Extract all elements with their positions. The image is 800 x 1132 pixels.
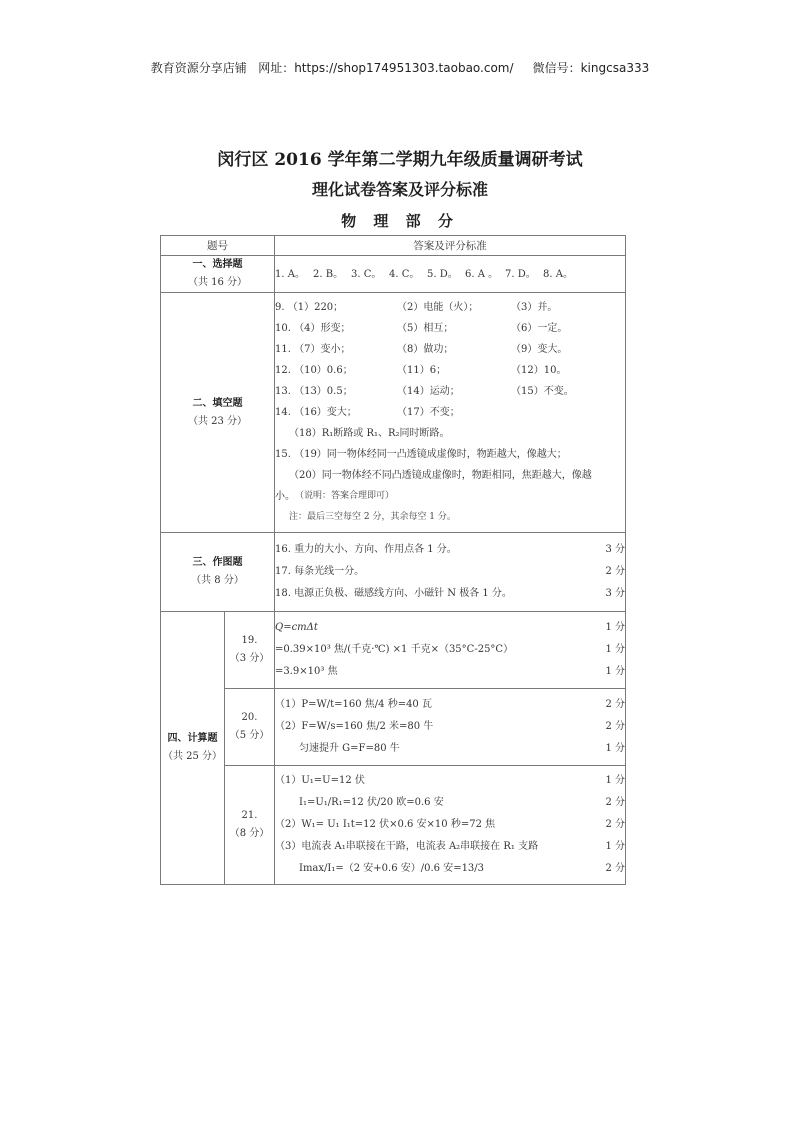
fill-answer: 11. （7）变小； xyxy=(275,344,351,355)
section-name: 三、作图题 xyxy=(192,557,243,568)
fill-line xyxy=(275,507,625,528)
choice-answer: 5. D。 xyxy=(427,268,458,280)
calc-step xyxy=(275,617,625,639)
calc-steps xyxy=(275,689,626,766)
choice-answer: 1. A。 xyxy=(275,268,305,280)
exam-title: 闵行区 2016 学年第二学期九年级质量调研考试 xyxy=(217,150,583,170)
fill-answer: （3）并。 xyxy=(511,302,558,313)
points-label: 1 分 xyxy=(605,666,625,677)
calc-step xyxy=(275,738,625,760)
fill-answer: （11）6； xyxy=(397,365,447,376)
fill-answer: （18）R₁断路或 R₁、R₂同时断路。 xyxy=(289,428,450,439)
calc-formula: （2）W₁= U₁ I₁t=12 伏×0.6 安×10 秒=72 焦 xyxy=(275,819,496,830)
calc-formula: Q=cmΔt xyxy=(275,622,318,633)
calc-formula: （1）U₁=U=12 伏 xyxy=(275,775,365,786)
calc-formula: 匀速提升 G=F=80 牛 xyxy=(299,743,400,754)
question-label xyxy=(225,612,275,689)
calc-formula: （3）电流表 A₁串联接在干路，电流表 A₂串联接在 R₁ 支路 xyxy=(275,841,539,852)
fill-line xyxy=(275,423,625,444)
question-number: 20. xyxy=(241,712,258,723)
points-label: 2 分 xyxy=(605,819,625,830)
question-score: （5 分） xyxy=(229,730,270,741)
question-number: 21. xyxy=(241,810,258,821)
fill-answer: 小。 xyxy=(275,491,295,502)
section-row-calc-q19 xyxy=(161,612,626,689)
fill-line xyxy=(275,486,625,507)
fill-line xyxy=(275,318,625,339)
fill-line xyxy=(275,465,625,486)
section-total: （共 8 分） xyxy=(191,575,244,586)
fill-answer: （8）做功； xyxy=(397,344,454,355)
calc-step xyxy=(275,792,625,814)
points-label: 2 分 xyxy=(605,566,625,577)
calc-step xyxy=(275,716,625,738)
points-label: 2 分 xyxy=(605,797,625,808)
section-name: 四、计算题 xyxy=(167,733,218,744)
drawing-criterion: 17. 每条光线一分。 xyxy=(275,566,365,577)
fill-answer: 12. （10）0.6； xyxy=(275,365,353,376)
section-label xyxy=(161,612,225,885)
section-name: 二、填空题 xyxy=(192,397,243,409)
fill-line xyxy=(275,444,625,465)
points-label: 1 分 xyxy=(605,644,625,655)
fill-answer: （9）变大。 xyxy=(511,344,568,355)
drawing-line xyxy=(275,583,625,605)
calc-formula: Imax/I₁=（2 安+0.6 安）/0.6 安=13/3 xyxy=(299,863,485,874)
points-label: 2 分 xyxy=(605,721,625,732)
scoring-note: 注：最后三空每空 2 分，其余每空 1 分。 xyxy=(289,512,456,522)
question-number: 19. xyxy=(241,635,258,646)
points-label: 2 分 xyxy=(605,863,625,874)
answer-table xyxy=(160,235,626,885)
calc-formula: （1）P=W/t=160 焦/4 秒=40 瓦 xyxy=(275,699,432,710)
section-title: 物 理 部 分 xyxy=(341,212,459,230)
points-label: 1 分 xyxy=(605,775,625,786)
calc-step xyxy=(275,639,625,661)
points-label: 3 分 xyxy=(605,588,625,599)
fill-answer: （14）运动； xyxy=(397,386,460,397)
fill-answer: （6）一定。 xyxy=(511,323,568,334)
calc-formula: =3.9×10³ 焦 xyxy=(275,666,338,677)
fill-answer: （2）电能（火）； xyxy=(397,302,479,313)
choice-answer: 7. D。 xyxy=(505,268,536,280)
drawing-criterion: 18. 电源正负极、磁感线方向、小磁针 N 极各 1 分。 xyxy=(275,588,512,599)
points-label: 1 分 xyxy=(605,622,625,633)
drawing-answers xyxy=(275,533,626,612)
section-label xyxy=(161,256,275,293)
choice-answer: 8. A。 xyxy=(543,268,573,280)
question-label xyxy=(225,766,275,885)
calc-formula: =0.39×10³ 焦/(千克·℃) ×1 千克×（35°C-25°C） xyxy=(275,644,514,655)
section-total: （共 23 分） xyxy=(187,415,248,427)
page-header: 教育资源分享店铺 网址：https://shop174951303.taobao.com/ 微信号：kingcsa333 xyxy=(150,61,650,75)
fill-answer: （17）不变； xyxy=(397,407,460,418)
section-total: （共 25 分） xyxy=(162,751,223,762)
section-name: 一、选择题 xyxy=(192,259,243,270)
fill-answer: 13. （13）0.5； xyxy=(275,386,353,397)
choice-answers xyxy=(275,256,626,293)
fill-line xyxy=(275,297,625,318)
calc-step xyxy=(275,694,625,716)
calc-step xyxy=(275,836,625,858)
column-header-answer: 答案及评分标准 xyxy=(275,236,626,256)
points-label: 1 分 xyxy=(605,841,625,852)
choice-line xyxy=(275,264,625,285)
calc-step xyxy=(275,661,625,683)
points-label: 1 分 xyxy=(605,743,625,754)
explanation-note: （说明：答案合理即可） xyxy=(295,491,395,501)
fill-answer: 14. （16）变大； xyxy=(275,407,357,418)
calc-formula: I₁=U₁/R₁=12 伏/20 欧=0.6 安 xyxy=(299,797,444,808)
section-label xyxy=(161,533,275,612)
fill-answers xyxy=(275,293,626,533)
section-row-calc-q20 xyxy=(161,689,626,766)
calc-step xyxy=(275,814,625,836)
fill-answer: 9. （1）220； xyxy=(275,302,344,313)
calc-step xyxy=(275,858,625,880)
calc-steps xyxy=(275,612,626,689)
section-total: （共 16 分） xyxy=(187,277,248,288)
points-label: 2 分 xyxy=(605,699,625,710)
fill-line xyxy=(275,402,625,423)
fill-answer: （15）不变。 xyxy=(511,386,574,397)
section-row-drawing xyxy=(161,533,626,612)
question-score: （8 分） xyxy=(229,828,270,839)
fill-answer: 10. （4）形变； xyxy=(275,323,351,334)
section-row-choice xyxy=(161,256,626,293)
drawing-line xyxy=(275,539,625,561)
section-row-calc-q21 xyxy=(161,766,626,885)
exam-subtitle: 理化试卷答案及评分标准 xyxy=(311,180,488,199)
fill-answer: （5）相互； xyxy=(397,323,454,334)
choice-answer: 4. C。 xyxy=(389,268,420,280)
fill-answer: （20）同一物体经不同凸透镜成虚像时，物距相同，焦距越大，像越 xyxy=(289,470,592,481)
question-score: （3 分） xyxy=(229,653,270,664)
section-row-fill xyxy=(161,293,626,533)
section-label xyxy=(161,293,275,533)
column-header-question: 题号 xyxy=(161,236,275,256)
question-label xyxy=(225,689,275,766)
calc-step xyxy=(275,770,625,792)
fill-line xyxy=(275,381,625,402)
fill-line xyxy=(275,339,625,360)
calc-formula: （2）F=W/s=160 焦/2 米=80 牛 xyxy=(275,721,434,732)
calc-steps xyxy=(275,766,626,885)
fill-line xyxy=(275,360,625,381)
choice-answer: 6. A 。 xyxy=(465,268,499,280)
choice-answer: 2. B。 xyxy=(313,268,344,280)
drawing-criterion: 16. 重力的大小、方向、作用点各 1 分。 xyxy=(275,544,457,555)
fill-answer: 15. （19）同一物体经同一凸透镜成虚像时，物距越大，像越大； xyxy=(275,449,567,460)
drawing-line xyxy=(275,561,625,583)
choice-answer: 3. C。 xyxy=(351,268,382,280)
fill-answer: （12）10。 xyxy=(511,365,567,376)
points-label: 3 分 xyxy=(605,544,625,555)
